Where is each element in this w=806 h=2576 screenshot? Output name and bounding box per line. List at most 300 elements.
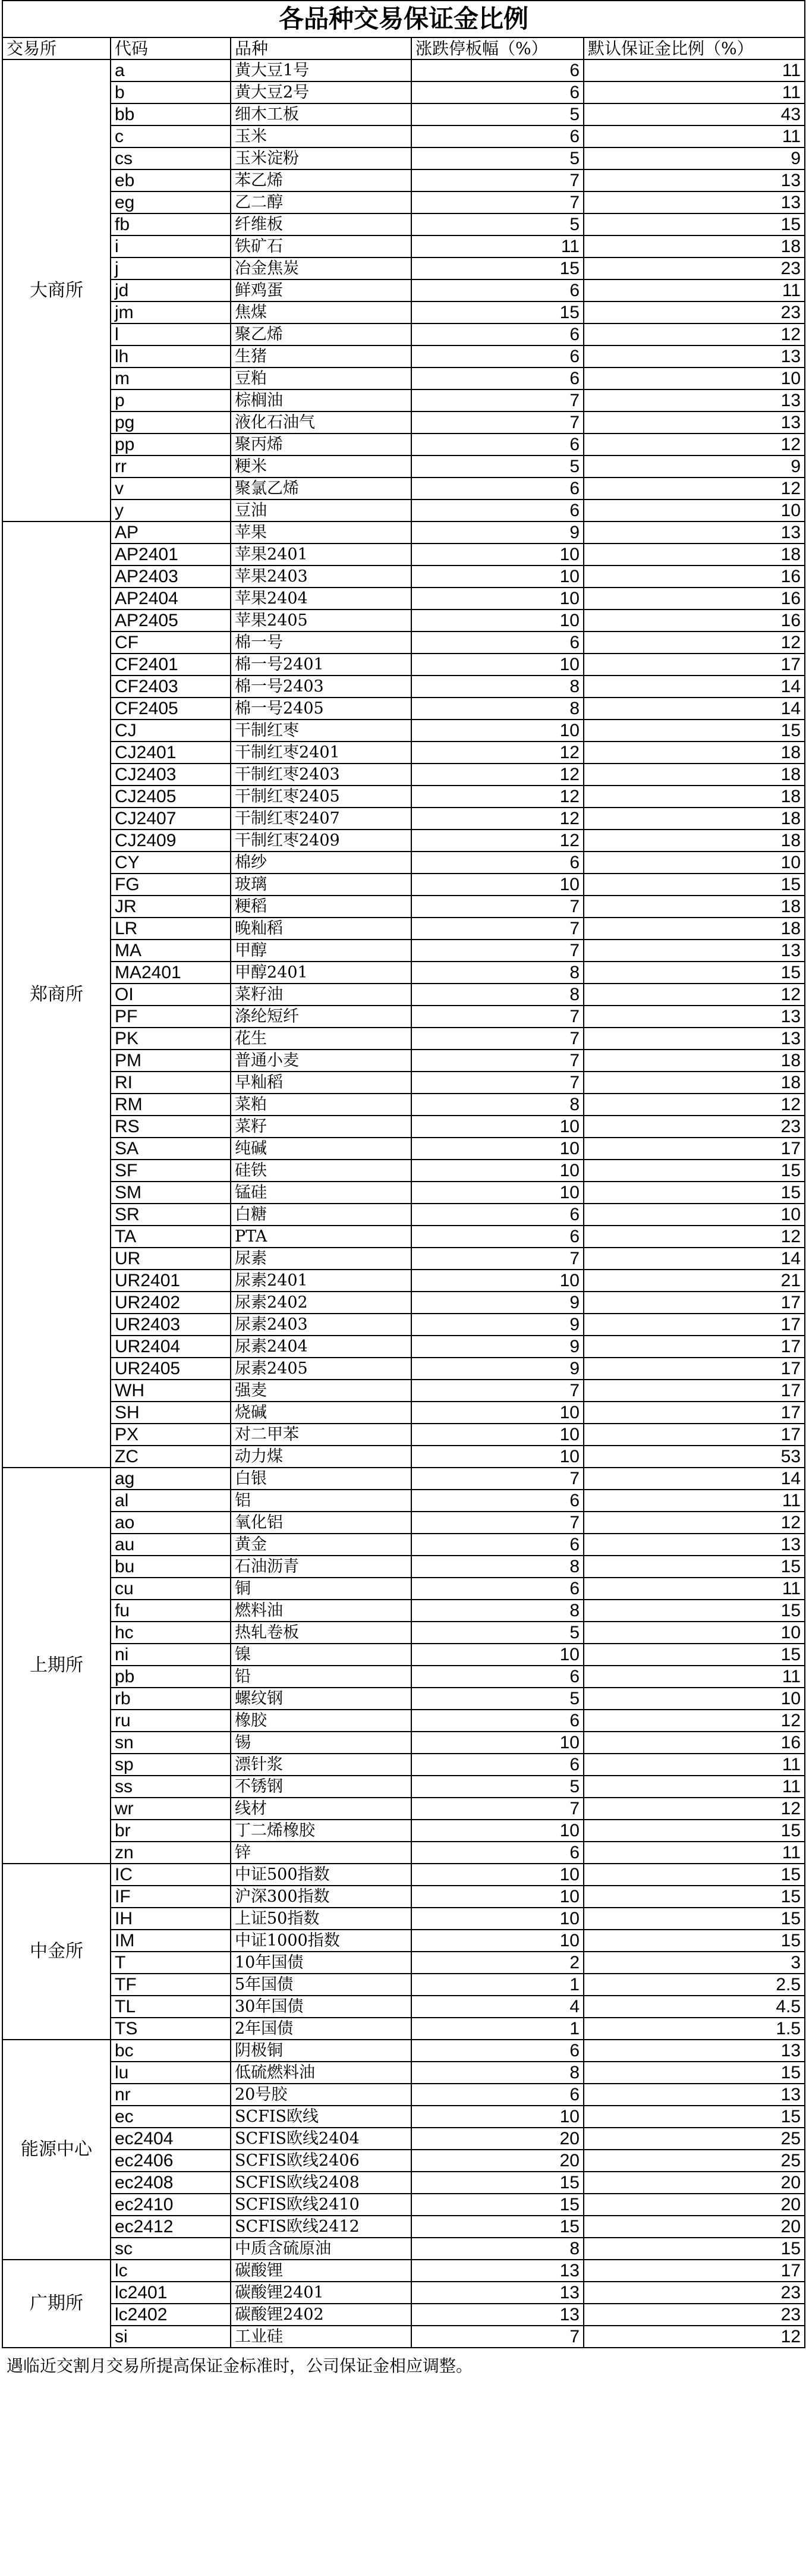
limit-cell: 6 (411, 1842, 584, 1864)
name-cell: 热轧卷板 (231, 1622, 411, 1644)
exchange-cell: 能源中心 (2, 2040, 111, 2260)
limit-cell: 10 (411, 1930, 584, 1952)
limit-cell: 7 (411, 1248, 584, 1270)
name-cell: 棉一号2405 (231, 698, 411, 720)
name-cell: 黄金 (231, 1534, 411, 1556)
margin-cell: 10 (584, 1204, 805, 1226)
margin-cell: 15 (584, 1644, 805, 1666)
margin-cell: 14 (584, 1248, 805, 1270)
limit-cell: 10 (411, 1864, 584, 1886)
table-row (2, 1798, 805, 1820)
table-row (2, 1776, 805, 1798)
table-row (2, 1490, 805, 1512)
table-row (2, 1050, 805, 1072)
code-cell: fu (111, 1600, 231, 1622)
table-row (2, 764, 805, 786)
code-cell: nr (111, 2084, 231, 2106)
table-row (2, 962, 805, 984)
table-row (2, 389, 805, 411)
table-row (2, 1358, 805, 1380)
code-cell: ec2410 (111, 2194, 231, 2216)
name-cell: 碳酸锂 (231, 2260, 411, 2282)
limit-cell: 13 (411, 2260, 584, 2282)
table-row (2, 411, 805, 433)
name-cell: 橡胶 (231, 1710, 411, 1732)
code-cell: IF (111, 1886, 231, 1908)
table-row (2, 455, 805, 477)
name-cell: 动力煤 (231, 1446, 411, 1468)
name-cell: 铅 (231, 1666, 411, 1688)
name-cell: 中证1000指数 (231, 1930, 411, 1952)
table-title: 各品种交易保证金比例 (2, 1, 805, 37)
limit-cell: 6 (411, 500, 584, 522)
limit-cell: 10 (411, 1270, 584, 1292)
limit-cell: 8 (411, 698, 584, 720)
limit-cell: 10 (411, 544, 584, 566)
name-cell: 苯乙烯 (231, 169, 411, 191)
exchange-cell: 郑商所 (2, 522, 111, 1468)
table-row (2, 1622, 805, 1644)
name-cell: 涤纶短纤 (231, 1006, 411, 1028)
margin-cell: 15 (584, 874, 805, 896)
code-cell: FG (111, 874, 231, 896)
margin-cell: 13 (584, 1006, 805, 1028)
name-cell: SCFIS欧线2406 (231, 2150, 411, 2172)
margin-cell: 53 (584, 1446, 805, 1468)
margin-cell: 13 (584, 389, 805, 411)
table-row (2, 698, 805, 720)
limit-cell: 10 (411, 588, 584, 610)
limit-cell: 15 (411, 2172, 584, 2194)
code-cell: CJ2401 (111, 742, 231, 764)
limit-cell: 15 (411, 2194, 584, 2216)
margin-cell: 11 (584, 279, 805, 301)
table-row (2, 1754, 805, 1776)
code-cell: ao (111, 1512, 231, 1534)
margin-cell: 13 (584, 345, 805, 367)
table-row (2, 1182, 805, 1204)
limit-cell: 7 (411, 389, 584, 411)
code-cell: sn (111, 1732, 231, 1754)
margin-cell: 21 (584, 1270, 805, 1292)
table-row (2, 323, 805, 345)
table-row (2, 2304, 805, 2326)
code-cell: eb (111, 169, 231, 191)
margin-cell: 10 (584, 1688, 805, 1710)
name-cell: 豆油 (231, 500, 411, 522)
margin-cell: 10 (584, 367, 805, 389)
limit-cell: 12 (411, 764, 584, 786)
margin-cell: 17 (584, 654, 805, 676)
margin-cell: 23 (584, 2304, 805, 2326)
margin-cell: 12 (584, 1512, 805, 1534)
name-cell: 早籼稻 (231, 1072, 411, 1094)
margin-cell: 16 (584, 588, 805, 610)
limit-cell: 7 (411, 918, 584, 940)
code-cell: CJ2409 (111, 830, 231, 852)
limit-cell: 8 (411, 1094, 584, 1116)
code-cell: SF (111, 1160, 231, 1182)
name-cell: 漂针浆 (231, 1754, 411, 1776)
name-cell: 尿素2405 (231, 1358, 411, 1380)
code-cell: hc (111, 1622, 231, 1644)
limit-cell: 15 (411, 301, 584, 323)
limit-cell: 7 (411, 169, 584, 191)
name-cell: 甲醇 (231, 940, 411, 962)
limit-cell: 8 (411, 962, 584, 984)
name-cell: 锌 (231, 1842, 411, 1864)
margin-cell: 20 (584, 2172, 805, 2194)
table-row (2, 1160, 805, 1182)
name-cell: 碳酸锂2402 (231, 2304, 411, 2326)
table-row (2, 1446, 805, 1468)
name-cell: 上证50指数 (231, 1908, 411, 1930)
table-row (2, 433, 805, 455)
margin-cell: 12 (584, 1710, 805, 1732)
table-row (2, 169, 805, 191)
code-cell: cs (111, 147, 231, 169)
name-cell: 10年国债 (231, 1952, 411, 1974)
code-cell: LR (111, 918, 231, 940)
table-row (2, 147, 805, 169)
name-cell: 普通小麦 (231, 1050, 411, 1072)
code-cell: fb (111, 213, 231, 235)
code-cell: lc (111, 2260, 231, 2282)
limit-cell: 10 (411, 566, 584, 588)
limit-cell: 10 (411, 1424, 584, 1446)
name-cell: 干制红枣 (231, 720, 411, 742)
margin-cell: 23 (584, 301, 805, 323)
margin-cell: 15 (584, 1886, 805, 1908)
code-cell: IM (111, 1930, 231, 1952)
code-cell: bb (111, 103, 231, 125)
limit-cell: 10 (411, 720, 584, 742)
margin-cell: 17 (584, 1314, 805, 1336)
code-cell: WH (111, 1380, 231, 1402)
margin-cell: 11 (584, 1754, 805, 1776)
name-cell: 棉一号 (231, 632, 411, 654)
table-row (2, 830, 805, 852)
name-cell: 液化石油气 (231, 411, 411, 433)
name-cell: 氧化铝 (231, 1512, 411, 1534)
code-cell: CY (111, 852, 231, 874)
margin-cell: 10 (584, 1622, 805, 1644)
code-cell: UR2405 (111, 1358, 231, 1380)
name-cell: 菜籽油 (231, 984, 411, 1006)
limit-cell: 10 (411, 2106, 584, 2128)
code-cell: bu (111, 1556, 231, 1578)
table-row (2, 2194, 805, 2216)
table-row (2, 2172, 805, 2194)
table-row (2, 1864, 805, 1886)
limit-cell: 7 (411, 1798, 584, 1820)
limit-cell: 6 (411, 1666, 584, 1688)
table-row (2, 1930, 805, 1952)
margin-cell: 12 (584, 477, 805, 500)
table-row (2, 81, 805, 103)
limit-cell: 6 (411, 1490, 584, 1512)
limit-cell: 8 (411, 1600, 584, 1622)
header-margin: 默认保证金比例（%） (584, 37, 805, 59)
limit-cell: 7 (411, 191, 584, 213)
exchange-cell: 广期所 (2, 2260, 111, 2348)
margin-cell: 16 (584, 1732, 805, 1754)
code-cell: j (111, 257, 231, 279)
table-row (2, 808, 805, 830)
name-cell: 聚丙烯 (231, 433, 411, 455)
name-cell: 烧碱 (231, 1402, 411, 1424)
code-cell: UR2402 (111, 1292, 231, 1314)
margin-cell: 17 (584, 1336, 805, 1358)
table-row (2, 367, 805, 389)
margin-cell: 15 (584, 1864, 805, 1886)
margin-cell: 18 (584, 830, 805, 852)
margin-cell: 13 (584, 411, 805, 433)
limit-cell: 10 (411, 1886, 584, 1908)
code-cell: ec2404 (111, 2128, 231, 2150)
code-cell: IH (111, 1908, 231, 1930)
margin-cell: 11 (584, 1578, 805, 1600)
limit-cell: 5 (411, 147, 584, 169)
table-row (2, 1820, 805, 1842)
table-row (2, 1556, 805, 1578)
code-cell: lh (111, 345, 231, 367)
code-cell: br (111, 1820, 231, 1842)
margin-cell: 15 (584, 2062, 805, 2084)
table-row (2, 610, 805, 632)
margin-cell: 12 (584, 1094, 805, 1116)
limit-cell: 10 (411, 1402, 584, 1424)
limit-cell: 9 (411, 1358, 584, 1380)
margin-cell: 13 (584, 2084, 805, 2106)
limit-cell: 7 (411, 940, 584, 962)
name-cell: 豆粕 (231, 367, 411, 389)
name-cell: 铁矿石 (231, 235, 411, 257)
code-cell: cu (111, 1578, 231, 1600)
name-cell: 生猪 (231, 345, 411, 367)
limit-cell: 6 (411, 1578, 584, 1600)
table-row (2, 1688, 805, 1710)
name-cell: 细木工板 (231, 103, 411, 125)
limit-cell: 5 (411, 213, 584, 235)
name-cell: 20号胶 (231, 2084, 411, 2106)
table-row (2, 1094, 805, 1116)
margin-cell: 15 (584, 2238, 805, 2260)
limit-cell: 8 (411, 984, 584, 1006)
margin-cell: 18 (584, 786, 805, 808)
name-cell: 中质含硫原油 (231, 2238, 411, 2260)
footnote: 遇临近交割月交易所提高保证金标准时，公司保证金相应调整。 (7, 2356, 473, 2376)
table-row (2, 2062, 805, 2084)
margin-cell: 18 (584, 1050, 805, 1072)
table-row (2, 103, 805, 125)
margin-cell: 13 (584, 1534, 805, 1556)
limit-cell: 20 (411, 2150, 584, 2172)
table-row (2, 1908, 805, 1930)
limit-cell: 10 (411, 1732, 584, 1754)
code-cell: CJ2405 (111, 786, 231, 808)
code-cell: IC (111, 1864, 231, 1886)
code-cell: si (111, 2326, 231, 2348)
name-cell: 焦煤 (231, 301, 411, 323)
margin-cell: 20 (584, 2194, 805, 2216)
margin-cell: 15 (584, 1182, 805, 1204)
margin-cell: 17 (584, 2260, 805, 2282)
margin-cell: 11 (584, 81, 805, 103)
margin-cell: 15 (584, 213, 805, 235)
limit-cell: 5 (411, 103, 584, 125)
name-cell: SCFIS欧线2404 (231, 2128, 411, 2150)
code-cell: b (111, 81, 231, 103)
name-cell: 锡 (231, 1732, 411, 1754)
limit-cell: 10 (411, 1160, 584, 1182)
table-row (2, 544, 805, 566)
code-cell: ru (111, 1710, 231, 1732)
margin-cell: 13 (584, 1028, 805, 1050)
margin-cell: 11 (584, 1490, 805, 1512)
margin-cell: 12 (584, 1226, 805, 1248)
name-cell: 锰硅 (231, 1182, 411, 1204)
margin-cell: 15 (584, 1160, 805, 1182)
table-row (2, 940, 805, 962)
header-exchange: 交易所 (2, 37, 111, 59)
name-cell: 尿素2401 (231, 1270, 411, 1292)
limit-cell: 6 (411, 632, 584, 654)
name-cell: 中证500指数 (231, 1864, 411, 1886)
table-row (2, 125, 805, 147)
code-cell: MA2401 (111, 962, 231, 984)
margin-cell: 43 (584, 103, 805, 125)
code-cell: ec2406 (111, 2150, 231, 2172)
limit-cell: 12 (411, 742, 584, 764)
name-cell: 鲜鸡蛋 (231, 279, 411, 301)
limit-cell: 7 (411, 896, 584, 918)
code-cell: au (111, 1534, 231, 1556)
table-row (2, 500, 805, 522)
limit-cell: 9 (411, 1314, 584, 1336)
limit-cell: 10 (411, 1820, 584, 1842)
limit-cell: 8 (411, 1556, 584, 1578)
name-cell: 乙二醇 (231, 191, 411, 213)
name-cell: 尿素2404 (231, 1336, 411, 1358)
code-cell: UR2404 (111, 1336, 231, 1358)
code-cell: CF2405 (111, 698, 231, 720)
table-row (2, 2106, 805, 2128)
table-row (2, 1468, 805, 1490)
code-cell: CJ2403 (111, 764, 231, 786)
limit-cell: 5 (411, 1622, 584, 1644)
code-cell: TF (111, 1974, 231, 1996)
table-row (2, 1952, 805, 1974)
margin-cell: 25 (584, 2128, 805, 2150)
name-cell: 2年国债 (231, 2018, 411, 2040)
margin-cell: 23 (584, 257, 805, 279)
code-cell: ni (111, 1644, 231, 1666)
limit-cell: 6 (411, 477, 584, 500)
header-limit: 涨跌停板幅（%） (411, 37, 584, 59)
name-cell: 干制红枣2401 (231, 742, 411, 764)
name-cell: 铝 (231, 1490, 411, 1512)
table-row (2, 301, 805, 323)
table-row (2, 1204, 805, 1226)
margin-cell: 14 (584, 1468, 805, 1490)
name-cell: 粳米 (231, 455, 411, 477)
name-cell: 阴极铜 (231, 2040, 411, 2062)
name-cell: 苹果2405 (231, 610, 411, 632)
margin-cell: 11 (584, 59, 805, 81)
table-row (2, 1886, 805, 1908)
margin-cell: 15 (584, 962, 805, 984)
table-row (2, 984, 805, 1006)
margin-cell: 20 (584, 2216, 805, 2238)
margin-cell: 12 (584, 1798, 805, 1820)
code-cell: pp (111, 433, 231, 455)
table-row (2, 1138, 805, 1160)
code-cell: a (111, 59, 231, 81)
margin-cell: 12 (584, 984, 805, 1006)
code-cell: eg (111, 191, 231, 213)
code-cell: lu (111, 2062, 231, 2084)
code-cell: UR (111, 1248, 231, 1270)
code-cell: l (111, 323, 231, 345)
limit-cell: 5 (411, 455, 584, 477)
code-cell: ZC (111, 1446, 231, 1468)
limit-cell: 6 (411, 2040, 584, 2062)
name-cell: 工业硅 (231, 2326, 411, 2348)
code-cell: wr (111, 1798, 231, 1820)
table-row (2, 1512, 805, 1534)
margin-cell: 18 (584, 764, 805, 786)
limit-cell: 6 (411, 852, 584, 874)
limit-cell: 6 (411, 279, 584, 301)
table-row (2, 1116, 805, 1138)
margin-cell: 10 (584, 852, 805, 874)
margin-cell: 17 (584, 1402, 805, 1424)
margin-cell: 12 (584, 433, 805, 455)
code-cell: ss (111, 1776, 231, 1798)
limit-cell: 1 (411, 1974, 584, 1996)
table-row (2, 1072, 805, 1094)
header-code: 代码 (111, 37, 231, 59)
code-cell: CJ (111, 720, 231, 742)
name-cell: 棉一号2403 (231, 676, 411, 698)
margin-cell: 18 (584, 918, 805, 940)
margin-cell: 17 (584, 1138, 805, 1160)
table-row (2, 676, 805, 698)
name-cell: 白银 (231, 1468, 411, 1490)
table-row (2, 1270, 805, 1292)
limit-cell: 6 (411, 367, 584, 389)
margin-cell: 18 (584, 808, 805, 830)
limit-cell: 6 (411, 433, 584, 455)
margin-cell: 16 (584, 566, 805, 588)
code-cell: AP2405 (111, 610, 231, 632)
limit-cell: 4 (411, 1996, 584, 2018)
table-row (2, 918, 805, 940)
limit-cell: 10 (411, 1446, 584, 1468)
code-cell: CF2401 (111, 654, 231, 676)
code-cell: AP2404 (111, 588, 231, 610)
exchange-cell: 大商所 (2, 59, 111, 522)
limit-cell: 7 (411, 1512, 584, 1534)
margin-cell: 23 (584, 1116, 805, 1138)
limit-cell: 6 (411, 323, 584, 345)
code-cell: PF (111, 1006, 231, 1028)
table-row (2, 1600, 805, 1622)
table-row (2, 1534, 805, 1556)
name-cell: 纯碱 (231, 1138, 411, 1160)
name-cell: 菜粕 (231, 1094, 411, 1116)
